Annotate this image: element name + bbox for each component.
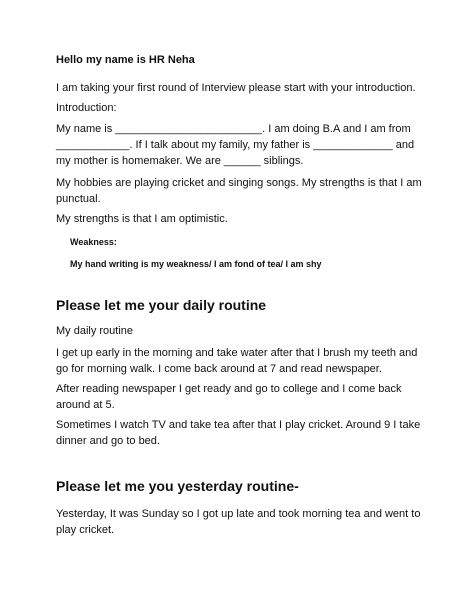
yesterday-paragraph xyxy=(56,506,426,538)
daily-paragraph-3 xyxy=(56,417,426,449)
strengths-line: My strengths is that I am optimistic. xyxy=(56,213,228,225)
intro-paragraph xyxy=(56,121,426,169)
intro-line-1: My name is ________________________. I am doing B.A and I am from xyxy=(56,123,411,135)
yesterday-line-2: play cricket. xyxy=(56,524,115,536)
hobbies-line-1: My hobbies are playing cricket and singing songs. My strengths is that I am xyxy=(56,177,422,189)
yesterday-routine-heading: Please let me you yesterday routine- xyxy=(56,478,299,494)
intro-line-2: ____________. If I talk about my family, my father is _____________ and xyxy=(56,139,415,151)
daily-p3-line-1: Sometimes I watch TV and take tea after that I play cricket. Around 9 I take xyxy=(56,419,421,431)
daily-routine-heading: Please let me your daily routine xyxy=(56,297,267,313)
intro-prompt: I am taking your first round of Interview please start with your introduction. xyxy=(56,82,416,94)
weakness-label: Weakness: xyxy=(70,237,117,247)
daily-paragraph-2 xyxy=(56,381,426,413)
weakness-text: My hand writing is my weakness/ I am fond of tea/ I am shy xyxy=(70,259,322,269)
hobbies-line-2: punctual. xyxy=(56,193,101,205)
daily-p1-line-1: I get up early in the morning and take water after that I brush my teeth and xyxy=(56,347,418,359)
hobbies-paragraph xyxy=(56,175,426,207)
intro-line-3: my mother is homemaker. We are ______ siblings. xyxy=(56,155,304,167)
introduction-label: Introduction: xyxy=(56,102,117,114)
daily-paragraph-1 xyxy=(56,345,426,377)
daily-p2-line-1: After reading newspaper I get ready and go to college and I come back xyxy=(56,383,402,395)
greeting-heading: Hello my name is HR Neha xyxy=(56,54,195,66)
daily-p3-line-2: dinner and go to bed. xyxy=(56,435,160,447)
daily-p1-line-2: go for morning walk. I come back around at 7 and read newspaper. xyxy=(56,363,382,375)
daily-p2-line-2: around at 5. xyxy=(56,399,115,411)
daily-routine-label: My daily routine xyxy=(56,325,134,337)
yesterday-line-1: Yesterday, It was Sunday so I got up late and took morning tea and went to xyxy=(56,508,421,520)
